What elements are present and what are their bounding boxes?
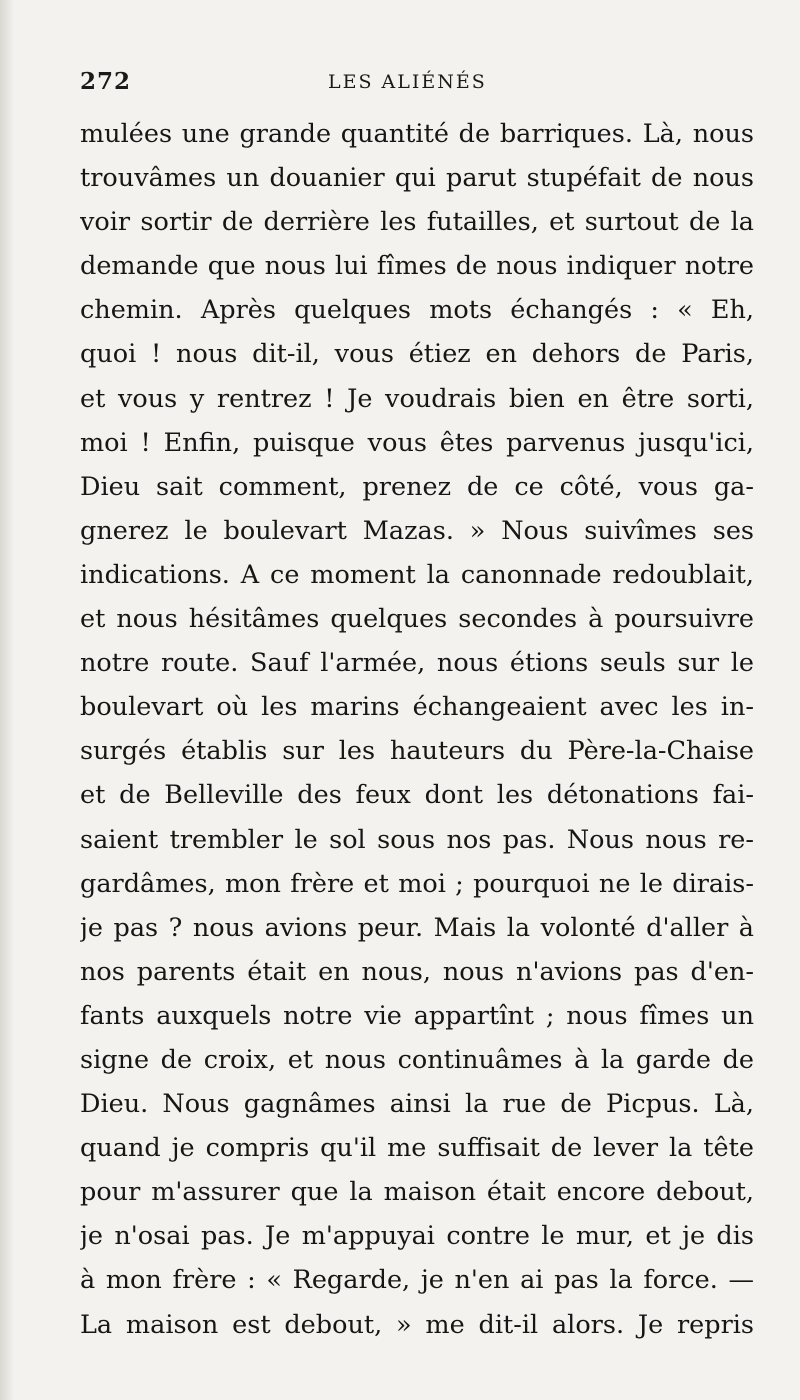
text-line: et nous hésitâmes quelques secondes à poursuivre <box>80 604 754 635</box>
running-title: LES ALIÉNÉS <box>328 71 487 93</box>
text-line: trouvâmes un douanier qui parut stupéfait de nous <box>80 163 754 194</box>
text-line: nos parents était en nous, nous n'avions pas d'en- <box>80 956 754 987</box>
text-line: je pas ? nous avions peur. Mais la volonté d'aller à <box>80 912 754 943</box>
text-line: boulevart où les marins échangeaient avec les in- <box>80 692 754 723</box>
text-line: quand je compris qu'il me suffisait de lever la tête <box>80 1133 754 1164</box>
page-number: 272 <box>80 68 132 95</box>
text-line: indications. A ce moment la canonnade redoublait, <box>80 559 754 590</box>
text-line: et de Belleville des feux dont les détonations fai- <box>80 780 754 811</box>
text-line: Dieu. Nous gagnâmes ainsi la rue de Picpus. Là, <box>80 1089 754 1120</box>
text-line: fants auxquels notre vie appartînt ; nous fîmes un <box>80 1000 754 1031</box>
text-line: je n'osai pas. Je m'appuyai contre le mur, et je dis <box>80 1221 754 1252</box>
text-line: à mon frère : « Regarde, je n'en ai pas la force. — <box>80 1265 754 1296</box>
text-line: quoi ! nous dit-il, vous étiez en dehors de Paris, <box>80 339 754 370</box>
text-line: voir sortir de derrière les futailles, et surtout de la <box>80 207 754 238</box>
text-line: demande que nous lui fîmes de nous indiquer notre <box>80 251 754 282</box>
text-line: La maison est debout, » me dit-il alors. Je repris <box>80 1309 754 1340</box>
text-line: et vous y rentrez ! Je voudrais bien en être sorti, <box>80 383 754 414</box>
page-header <box>80 68 752 102</box>
text-line: signe de croix, et nous continuâmes à la garde de <box>80 1044 754 1075</box>
text-line: surgés établis sur les hauteurs du Père-la-Chaise <box>80 736 754 767</box>
page-gutter-shadow <box>0 0 14 1400</box>
text-line: chemin. Après quelques mots échangés : « Eh, <box>80 295 754 326</box>
text-line: notre route. Sauf l'armée, nous étions seuls sur le <box>80 648 754 679</box>
text-line: saient trembler le sol sous nos pas. Nous nous re- <box>80 824 754 855</box>
text-line: gnerez le boulevart Mazas. » Nous suivîmes ses <box>80 515 754 546</box>
text-line: mulées une grande quantité de barriques. Là, nous <box>80 119 754 149</box>
text-line: Dieu sait comment, prenez de ce côté, vous ga- <box>80 471 754 502</box>
text-line: pour m'assurer que la maison était encore debout, <box>80 1177 754 1208</box>
text-line: moi ! Enfin, puisque vous êtes parvenus jusqu'ici, <box>80 427 754 458</box>
text-line: gardâmes, mon frère et moi ; pourquoi ne le dirais- <box>80 868 754 899</box>
body-text <box>80 112 754 1347</box>
